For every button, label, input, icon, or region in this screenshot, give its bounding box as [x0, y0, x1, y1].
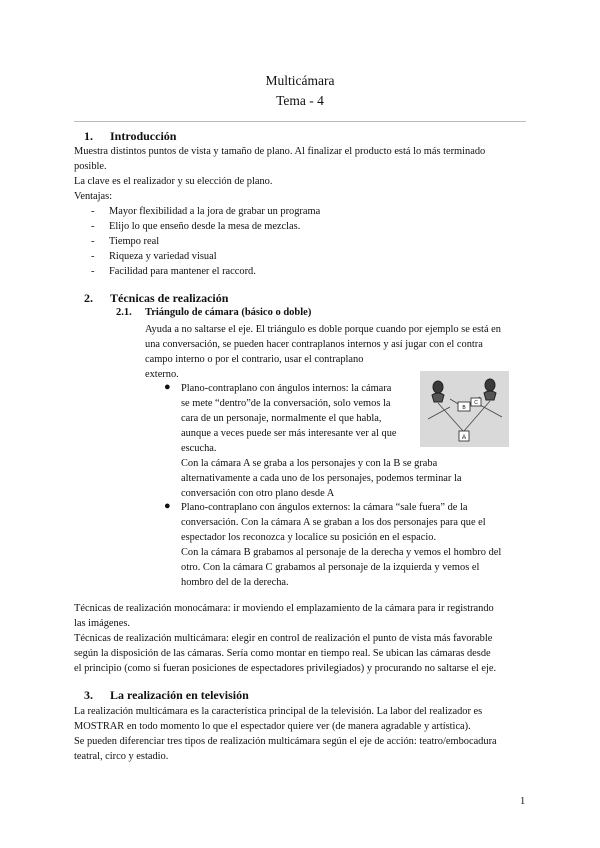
subsection-2-1-heading — [116, 307, 416, 322]
bullet-line: Plano-contraplano con ángulos externos: la cámara “sale fuera” de la — [181, 502, 468, 513]
bullet-line: conversación. Con la cámara A se graban a los dos personajes para que el — [181, 517, 486, 528]
multi-technique-line: el principio (como si fueran posiciones de espectadores privilegiados) y procurando no saltarse el eje. — [74, 663, 497, 674]
camera-b-label: B — [462, 405, 466, 411]
document-subtitle: Tema - 4 — [276, 93, 324, 108]
paragraph-line: externo. — [145, 369, 179, 380]
bullet-dot: ● — [164, 500, 171, 512]
section-1-heading — [84, 129, 384, 145]
camera-c-label: C — [474, 400, 478, 406]
paragraph-line: Se pueden diferenciar tres tipos de realización multicámara según el eje de acción: teatro/embocadura — [74, 736, 497, 747]
paragraph-line: MOSTRAR en todo momento lo que el espectador quiere ver (de manera agradable y artística). — [74, 721, 471, 732]
camera-a-label: A — [461, 435, 467, 441]
bullet-line: cara de un personaje, normalmente el que habla, — [181, 413, 382, 424]
paragraph-line: campo interno o por el contrario, usar el contraplano — [145, 354, 364, 365]
list-item: - Tiempo real — [91, 236, 160, 247]
section-title: Técnicas de realización — [110, 291, 229, 305]
paragraph-line: La realización multicámara es la característica principal de la televisión. La labor del realizador es — [74, 706, 483, 717]
section-number: 3. — [84, 688, 93, 702]
section-title: Introducción — [110, 129, 177, 143]
list-item: - Mayor flexibilidad a la jora de grabar un programa — [91, 206, 321, 217]
bullet-line: alternativamente a cada uno de los personajes, podemos terminar la — [181, 473, 462, 484]
header-rule — [74, 121, 526, 122]
section-title: La realización en televisión — [110, 688, 249, 702]
advantages-label: Ventajas: — [74, 191, 113, 202]
document-title: Multicámara — [265, 73, 335, 88]
bullet-line: escucha. — [181, 443, 217, 454]
section-3-heading — [84, 688, 384, 704]
bullet-line: Con la cámara B grabamos al personaje de la derecha y vemos el hombro del — [181, 547, 502, 558]
bullet-line: conversación con otro plano desde A — [181, 488, 335, 499]
key-sentence: La clave es el realizador y su elección de plano. — [74, 176, 273, 187]
paragraph-line: Ayuda a no saltarse el eje. El triángulo es doble porque cuando por ejemplo se está en — [145, 324, 501, 335]
mono-technique-line: Técnicas de realización monocámara: ir moviendo el emplazamiento de la cámara para ir registrando — [74, 603, 494, 614]
bullet-line: espectador los reconozca y localice su posición en el espacio. — [181, 532, 437, 543]
camera-triangle-diagram — [420, 371, 509, 447]
list-item: - Facilidad para mantener el raccord. — [91, 266, 256, 277]
list-item: - Riqueza y variedad visual — [91, 251, 217, 262]
bullet-line: aunque a veces puede ser más interesante ver al que — [181, 428, 397, 439]
multi-technique-line: Técnicas de realización multicámara: elegir en control de realización el punto de vista más favorable — [74, 633, 493, 644]
section-number: 1. — [84, 129, 93, 143]
bullet-line: hombro del de la derecha. — [181, 577, 289, 588]
bullet-dot: ● — [164, 381, 171, 393]
page-number: 1 — [520, 796, 526, 807]
bullet-line: Plano-contraplano con ángulos internos: la cámara — [181, 383, 392, 394]
section-2-heading — [84, 291, 384, 307]
paragraph-line: teatral, circo y estadio. — [74, 751, 169, 762]
multi-technique-line: según la disposición de las cámaras. Sería como montar en tiempo real. Se ubican las cámaras desde — [74, 648, 491, 659]
list-item: - Elijo lo que enseño desde la mesa de mezclas. — [91, 221, 301, 232]
bullet-line: se mete “dentro”de la conversación, solo vemos la — [181, 398, 391, 409]
subsection-title: Triángulo de cámara (básico o doble) — [145, 307, 312, 318]
intro-line: Muestra distintos puntos de vista y tamaño de plano. Al finalizar el producto está lo más terminado — [74, 146, 486, 157]
bullet-line: Con la cámara A se graba a los personajes y con la B se graba — [181, 458, 438, 469]
intro-line: posible. — [74, 161, 107, 172]
mono-technique-line: las imágenes. — [74, 618, 130, 629]
subsection-number: 2.1. — [116, 307, 132, 318]
paragraph-line: una conversación, se pueden hacer contraplanos internos y así jugar con el contra — [145, 339, 483, 350]
section-number: 2. — [84, 291, 93, 305]
bullet-line: otro. Con la cámara C grabamos al personaje de la izquierda y vemos el — [181, 562, 480, 573]
